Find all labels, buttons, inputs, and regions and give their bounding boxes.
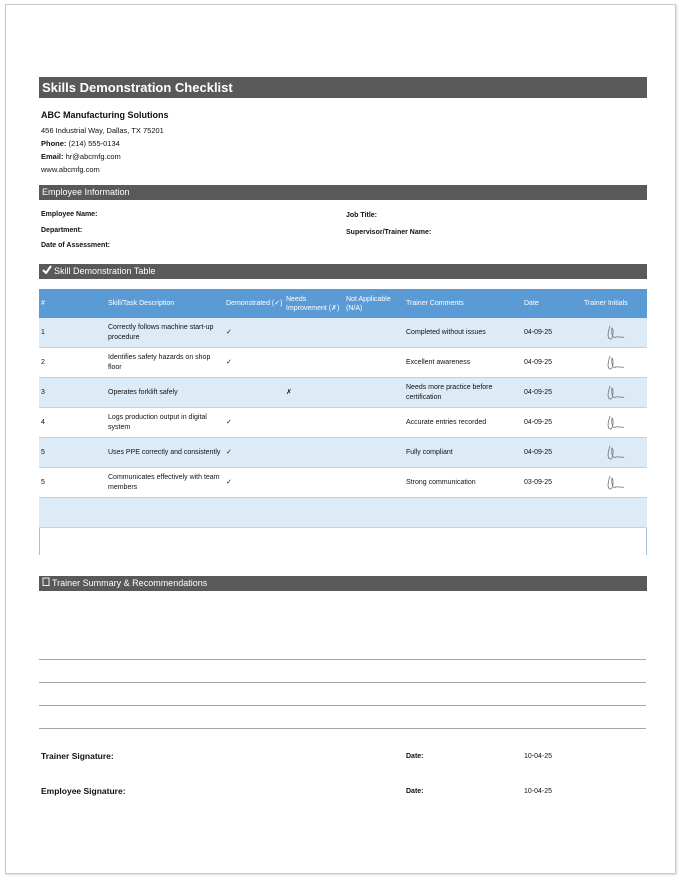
row-initials <box>582 468 647 498</box>
row-date: 04-09-25 <box>522 408 582 438</box>
skill-table-heading <box>39 264 647 279</box>
table-row <box>39 318 647 348</box>
row-initials <box>582 318 647 348</box>
skill-table-heading-text: Skill Demonstration Table <box>54 266 156 276</box>
clipboard-icon <box>42 576 50 591</box>
signature-icon <box>604 414 628 432</box>
row-not-applicable <box>344 468 404 498</box>
summary-line <box>39 705 646 706</box>
row-skill: Operates forklift safely <box>106 378 224 408</box>
employee-date-value: 10-04-25 <box>524 788 553 795</box>
email-value: hr@abcmfg.com <box>65 152 121 161</box>
row-not-applicable <box>344 348 404 378</box>
row-demonstrated: ✓ <box>224 348 284 378</box>
supervisor-label: Supervisor/Trainer Name: <box>346 229 432 236</box>
table-row <box>39 438 647 468</box>
row-comments: Accurate entries recorded <box>404 408 522 438</box>
row-number: 4 <box>39 408 106 438</box>
trainer-date-label: Date: <box>406 753 424 760</box>
col-needs-improvement: Needs Improvement (✗) <box>284 289 344 318</box>
row-initials <box>582 348 647 378</box>
row-not-applicable <box>344 318 404 348</box>
row-needs-improvement <box>284 318 344 348</box>
employee-date-label: Date: <box>406 788 424 795</box>
row-demonstrated: ✓ <box>224 438 284 468</box>
col-demonstrated: Demonstrated (✓) <box>224 289 284 318</box>
col-skill: Skill/Task Description <box>106 289 224 318</box>
row-demonstrated: ✓ <box>224 468 284 498</box>
row-initials <box>582 438 647 468</box>
row-date: 04-09-25 <box>522 348 582 378</box>
trainer-date-value: 10-04-25 <box>524 753 553 760</box>
row-number: 5 <box>39 468 106 498</box>
company-phone <box>41 139 120 148</box>
job-title-label: Job Title: <box>346 212 377 219</box>
row-comments: Excellent awareness <box>404 348 522 378</box>
row-number: 5 <box>39 438 106 468</box>
col-comments: Trainer Comments <box>404 289 522 318</box>
document-title: Skills Demonstration Checklist <box>39 77 647 98</box>
row-skill: Uses PPE correctly and consistently <box>106 438 224 468</box>
row-needs-improvement <box>284 438 344 468</box>
row-skill: Identifies safety hazards on shop floor <box>106 348 224 378</box>
row-not-applicable <box>344 408 404 438</box>
col-date: Date <box>522 289 582 318</box>
check-icon <box>42 264 52 279</box>
employee-signature-label: Employee Signature: <box>41 786 126 796</box>
row-not-applicable <box>344 438 404 468</box>
table-header-row <box>39 289 647 318</box>
table-row <box>39 378 647 408</box>
row-comments: Strong communication <box>404 468 522 498</box>
row-date: 04-09-25 <box>522 438 582 468</box>
table-row-empty <box>39 498 647 528</box>
company-email <box>41 152 121 161</box>
row-initials <box>582 408 647 438</box>
row-comments: Fully compliant <box>404 438 522 468</box>
table-row <box>39 348 647 378</box>
row-comments: Completed without issues <box>404 318 522 348</box>
col-initials: Trainer Initials <box>582 289 647 318</box>
row-demonstrated: ✓ <box>224 318 284 348</box>
phone-label: Phone: <box>41 139 67 148</box>
company-website: www.abcmfg.com <box>41 165 100 174</box>
company-name: ABC Manufacturing Solutions <box>41 110 169 120</box>
summary-line <box>39 682 646 683</box>
signature-icon <box>604 324 628 342</box>
row-needs-improvement <box>284 408 344 438</box>
row-date: 04-09-25 <box>522 318 582 348</box>
employee-info-heading: Employee Information <box>39 185 647 200</box>
row-needs-improvement: ✗ <box>284 378 344 408</box>
trainer-signature-label: Trainer Signature: <box>41 751 114 761</box>
summary-heading-text: Trainer Summary & Recommendations <box>52 578 208 588</box>
row-number: 3 <box>39 378 106 408</box>
row-date: 04-09-25 <box>522 378 582 408</box>
date-of-assessment-label: Date of Assessment: <box>41 242 110 249</box>
signature-icon <box>604 354 628 372</box>
row-needs-improvement <box>284 348 344 378</box>
table-row <box>39 408 647 438</box>
row-demonstrated <box>224 378 284 408</box>
row-skill: Correctly follows machine start-up procedure <box>106 318 224 348</box>
signature-icon <box>604 384 628 402</box>
row-skill: Logs production output in digital system <box>106 408 224 438</box>
company-address: 456 Industrial Way, Dallas, TX 75201 <box>41 126 164 135</box>
row-number: 1 <box>39 318 106 348</box>
row-comments: Needs more practice before certification <box>404 378 522 408</box>
summary-heading <box>39 576 647 591</box>
table-row <box>39 468 647 498</box>
row-demonstrated: ✓ <box>224 408 284 438</box>
col-number: # <box>39 289 106 318</box>
signature-icon <box>604 444 628 462</box>
summary-line <box>39 728 646 729</box>
phone-value: (214) 555-0134 <box>68 139 120 148</box>
row-initials <box>582 378 647 408</box>
col-not-applicable: Not Applicable (N/A) <box>344 289 404 318</box>
row-not-applicable <box>344 378 404 408</box>
email-label: Email: <box>41 152 64 161</box>
summary-line <box>39 659 646 660</box>
row-skill: Communicates effectively with team members <box>106 468 224 498</box>
employee-name-label: Employee Name: <box>41 211 98 218</box>
skill-table <box>39 289 647 528</box>
row-number: 2 <box>39 348 106 378</box>
signature-icon <box>604 474 628 492</box>
department-label: Department: <box>41 227 83 234</box>
row-date: 03-09-25 <box>522 468 582 498</box>
row-needs-improvement <box>284 468 344 498</box>
